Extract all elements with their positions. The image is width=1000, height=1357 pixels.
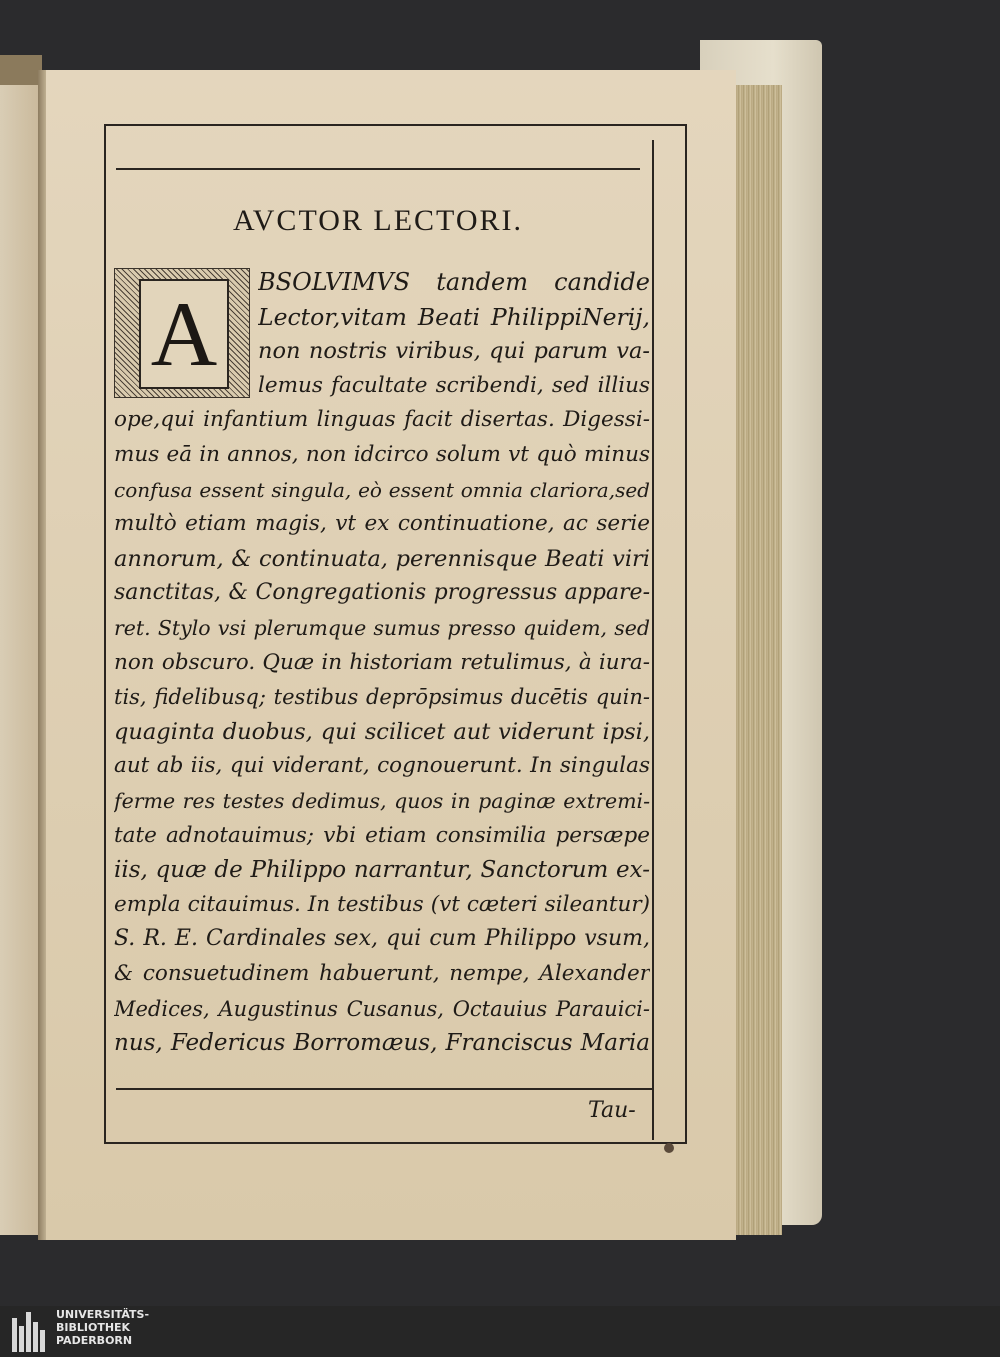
text-line: mus eā in annos, non idcirco solum vt quò minus: [114, 442, 650, 467]
text-line: nus, Federicus Borromæus, Franciscus Maria: [114, 1030, 650, 1057]
text-line: multò etiam magis, vt ex continuatione, ac serie: [114, 511, 650, 537]
page-heading: AVCTOR LECTORI.: [232, 204, 524, 237]
library-name-line1: UNIVERSITÄTS-: [56, 1308, 150, 1321]
library-logo-icon: [12, 1306, 48, 1357]
text-line: ret. Stylo vsi plerumque sumus presso quidem, sed: [114, 616, 650, 640]
text-line: iis, quæ de Philippo narrantur, Sanctorum ex-: [114, 857, 650, 884]
library-name-line2: BIBLIOTHEK: [56, 1321, 131, 1334]
text-line: confusa essent singula, eò essent omnia clariora,sed: [114, 477, 650, 502]
left-page-edge: [0, 55, 42, 1235]
library-footer: [0, 1306, 1000, 1357]
text-line: empla citauimus. In testibus (vt cæteri sileantur): [114, 891, 650, 917]
text-line: tate adnotauimus; vbi etiam consimilia persæpe: [114, 822, 650, 848]
text-line: S. R. E. Cardinales sex, qui cum Philippo vsum,: [114, 926, 650, 952]
text-line: aut ab iis, qui viderant, cognouerunt. In singulas: [114, 753, 650, 779]
binding-thread: [0, 55, 42, 85]
text-line: BSOLVIMVS tandem candide: [258, 268, 650, 296]
frame-bottom-rule: [116, 1088, 652, 1090]
text-line: annorum, & continuata, perennisque Beati viri: [114, 545, 650, 572]
frame-top-rule: [116, 168, 640, 170]
frame-inner-rule: [652, 140, 654, 1140]
text-line: quaginta duobus, qui scilicet aut viderunt ipsi,: [114, 718, 650, 745]
text-line: non nostris viribus, qui parum va-: [258, 338, 650, 365]
catchword: Tau-: [588, 1098, 636, 1123]
text-line: & consuetudinem habuerunt, nempe, Alexander: [114, 961, 650, 986]
text-line: ope,qui infantium linguas facit disertas. Digessi-: [114, 407, 650, 433]
library-name-line3: PADERBORN: [56, 1334, 133, 1347]
text-line: ferme res testes dedimus, quos in paginæ extremi-: [114, 789, 650, 813]
library-name: [56, 1308, 149, 1347]
text-line: Lector,vitam Beati PhilippiNerij,: [258, 302, 650, 331]
text-line: non obscuro. Quæ in historiam retulimus, à iura-: [114, 649, 650, 675]
initial-letter: A: [139, 279, 229, 389]
ink-spot: [664, 1143, 674, 1153]
text-line: Medices, Augustinus Cusanus, Octauius Parauici-: [114, 996, 650, 1021]
text-line: tis, fidelibusq; testibus deprōpsimus ducētis quin-: [114, 685, 650, 710]
text-line: sanctitas, & Congregationis progressus appare-: [114, 580, 650, 606]
decorated-initial: [114, 268, 250, 398]
text-line: lemus facultate scribendi, sed illius: [258, 372, 650, 398]
